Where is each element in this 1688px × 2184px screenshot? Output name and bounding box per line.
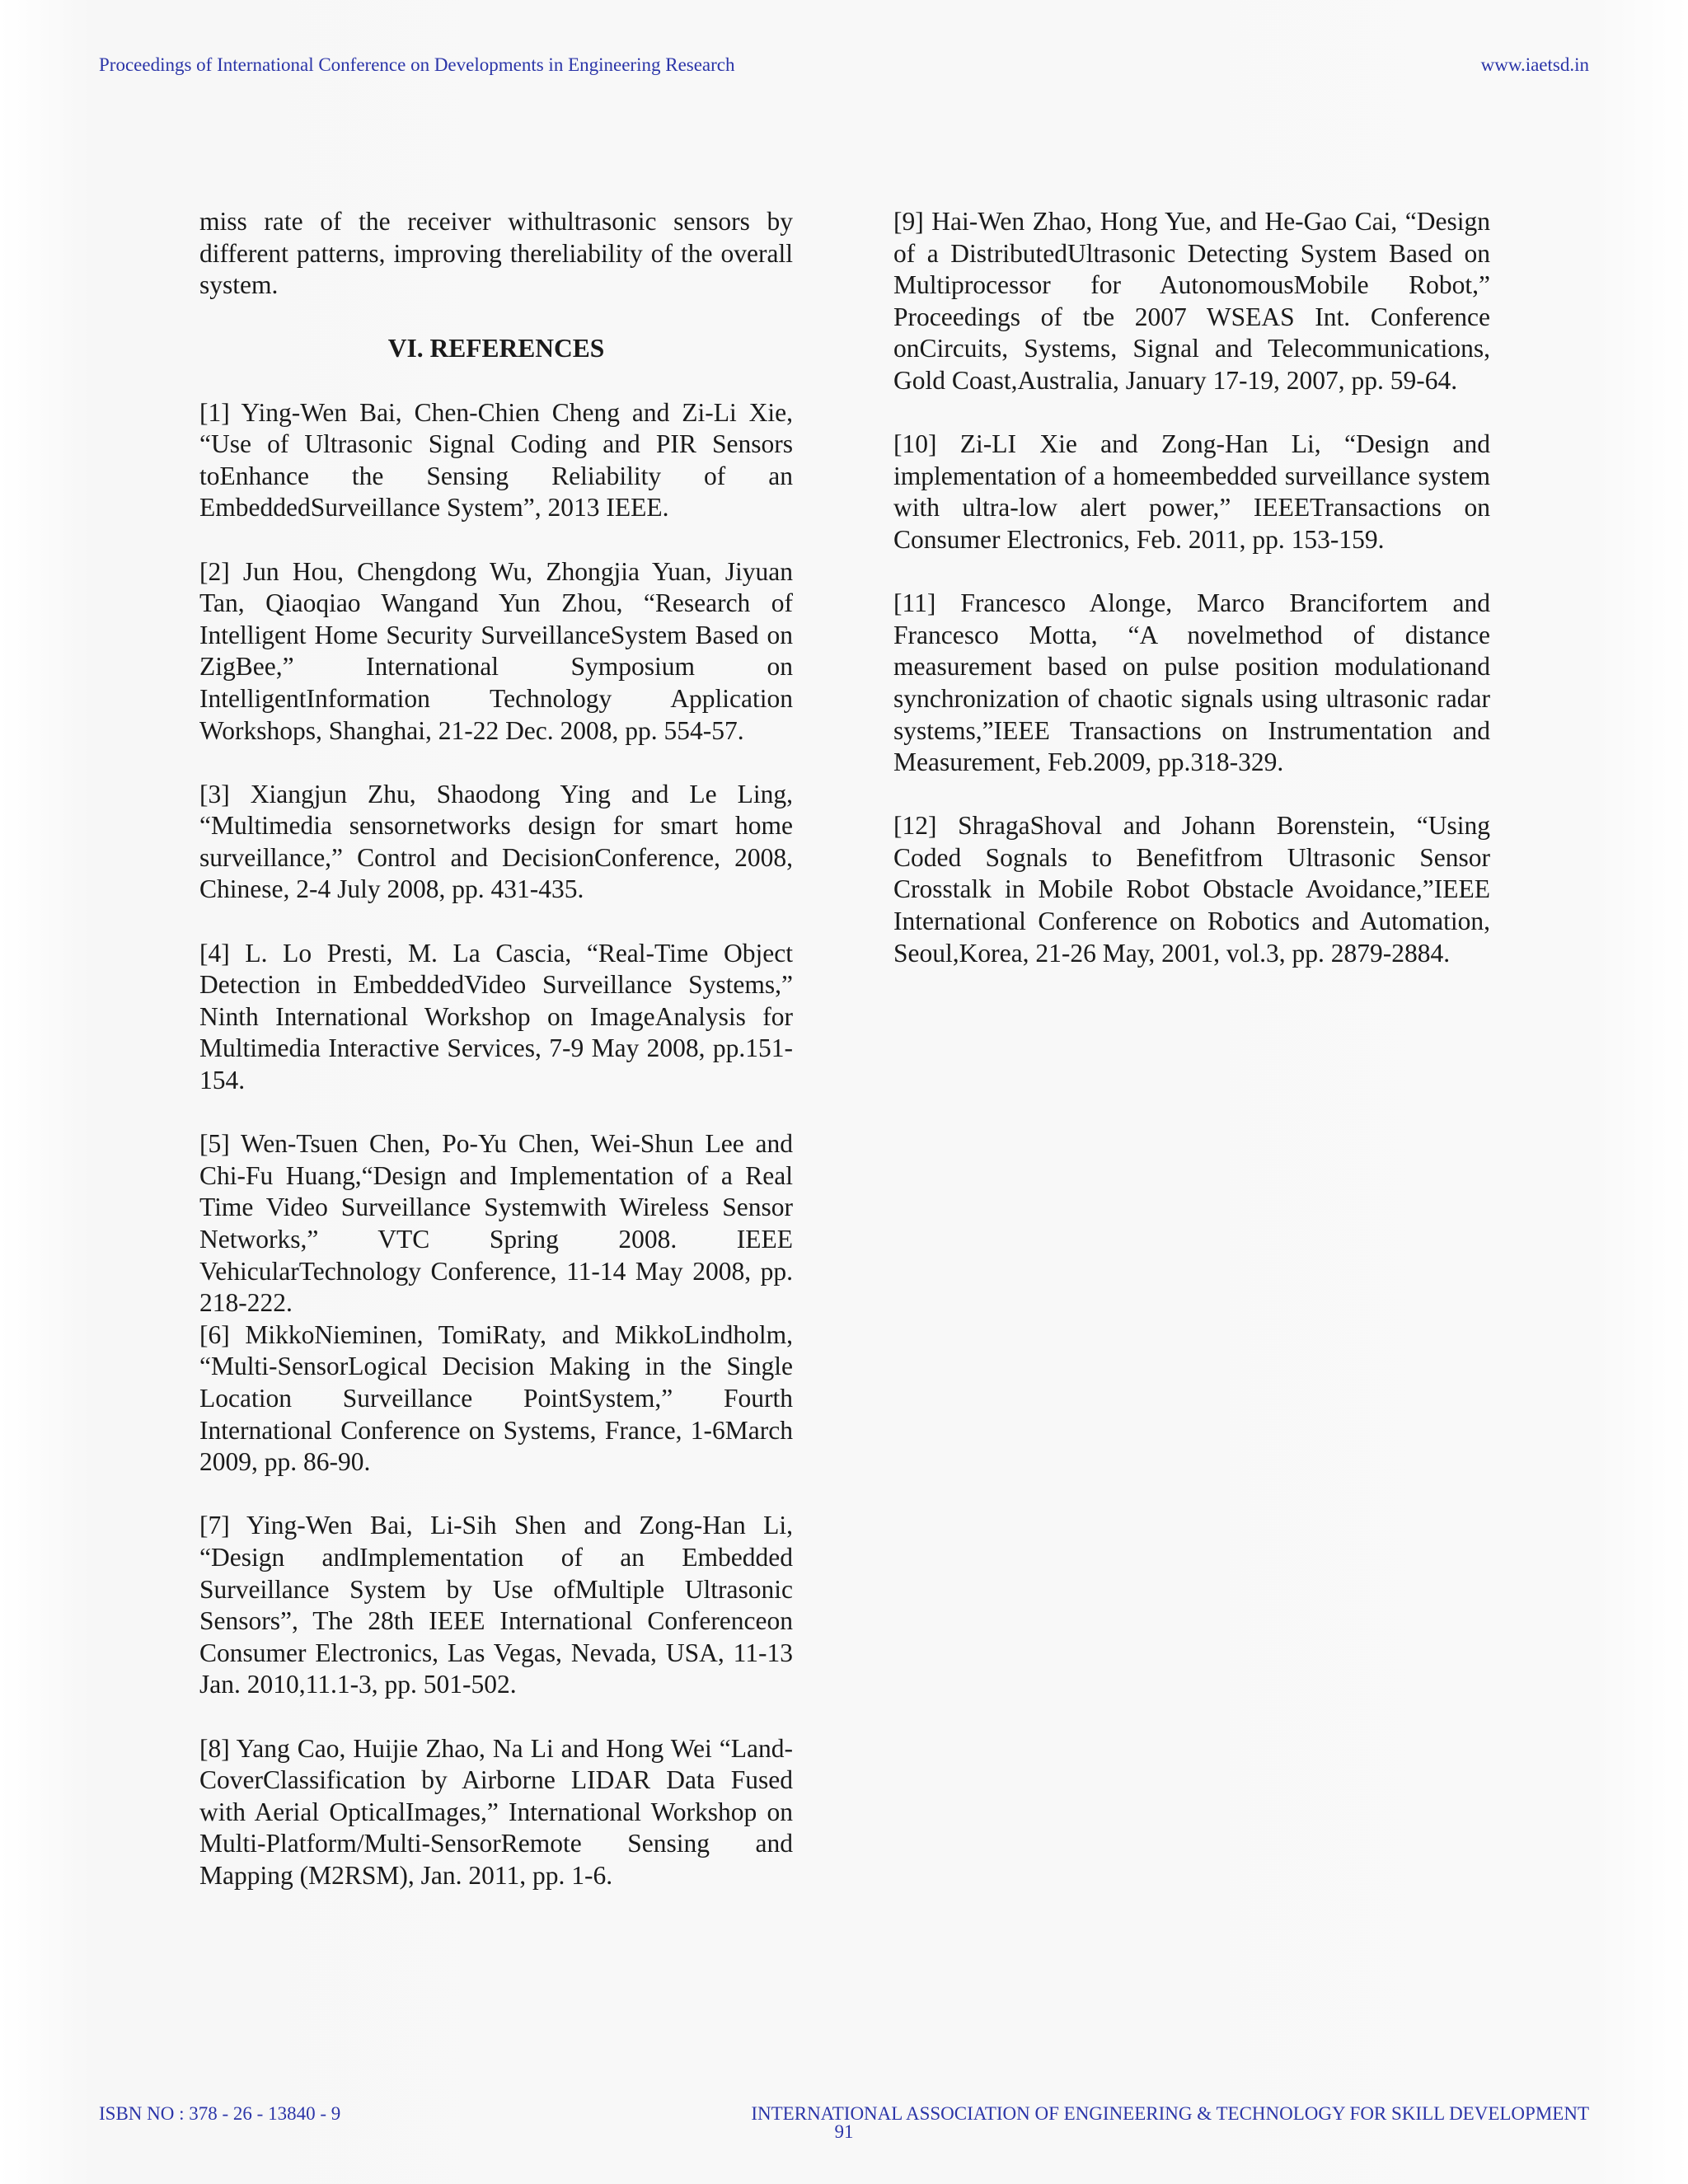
footer-organization: INTERNATIONAL ASSOCIATION OF ENGINEERING & TECHNOLOGY FOR SKILL DEVELOPMENT <box>751 2103 1589 2124</box>
reference-11: [11] Francesco Alonge, Marco Brancifortem and Francesco Motta, “A novelmethod of distance measurement based on pulse position modulationand synchronization of chaotic signals using ultrasonic radar systems,”IEEE Transactions on Instrumentation and Measurement, Feb.2009, pp.318-329. <box>893 588 1490 777</box>
reference-7: [7] Ying-Wen Bai, Li-Sih Shen and Zong-Han Li, “Design andImplementation of an Embedded Surveillance System by Use ofMultiple Ultrasonic Sensors”, The 28th IEEE International Conferenceon Consumer Electronics, Las Vegas, Nevada, USA, 11-13 Jan. 2010,11.1-3, pp. 501-502. <box>199 1511 793 1699</box>
reference-12: [12] ShragaShoval and Johann Borenstein, “Using Coded Sognals to Benefitfrom Ultrasonic Sensor Crosstalk in Mobile Robot Obstacle Avoidance,”IEEE International Conference on Robotics and Automation, Seoul,Korea, 21-26 May, 2001, vol.3, pp. 2879-2884. <box>893 811 1490 968</box>
reference-8: [8] Yang Cao, Huijie Zhao, Na Li and Hong Wei “Land-CoverClassification by Airborne LIDAR Data Fused with Aerial OpticalImages,” International Workshop on Multi-Platform/Multi-SensorRemote Sensing and Mapping (M2RSM), Jan. 2011, pp. 1-6. <box>199 1733 793 1890</box>
reference-10: [10] Zi-LI Xie and Zong-Han Li, “Design and implementation of a homeembedded surveillance system with ultra-low alert power,” IEEETransactions on Consumer Electronics, Feb. 2011, pp. 153-159. <box>893 429 1490 554</box>
reference-5: [5] Wen-Tsuen Chen, Po-Yu Chen, Wei-Shun Lee and Chi-Fu Huang,“Design and Implementation of a Real Time Video Surveillance Systemwith Wireless Sensor Networks,” VTC Spring 2008. IEEE VehicularTechnology Conference, 11-14 May 2008, pp. 218-222. <box>199 1129 793 1318</box>
header-proceedings-title: Proceedings of International Conference on Developments in Engineering Research <box>99 54 735 75</box>
header-website: www.iaetsd.in <box>1480 54 1589 75</box>
reference-2: [2] Jun Hou, Chengdong Wu, Zhongjia Yuan, Jiyuan Tan, Qiaoqiao Wangand Yun Zhou, “Research of Intelligent Home Security SurveillanceSystem Based on ZigBee,” International Symposium on IntelligentInformation Technology Application Workshops, Shanghai, 21-22 Dec. 2008, pp. 554-57. <box>199 556 793 745</box>
reference-6: [6] MikkoNieminen, TomiRaty, and MikkoLindholm, “Multi-SensorLogical Decision Making in the Single Location Surveillance PointSystem,” Fourth International Conference on Systems, France, 1-6March 2009, pp. 86-90. <box>199 1319 793 1477</box>
left-column <box>199 206 793 1924</box>
page-number: 91 <box>834 2121 854 2142</box>
reference-3: [3] Xiangjun Zhu, Shaodong Ying and Le Ling, “Multimedia sensornetworks design for smart home surveillance,” Control and DecisionConference, 2008, Chinese, 2-4 July 2008, pp. 431-435. <box>199 779 793 904</box>
running-header <box>99 54 1589 76</box>
reference-9: [9] Hai-Wen Zhao, Hong Yue, and He-Gao Cai, “Design of a DistributedUltrasonic Detecting System Based on Multiprocessor for AutonomousMobile Robot,” Proceedings of tbe 2007 WSEAS Int. Conference onCircuits, Systems, Signal and Telecommunications, Gold Coast,Australia, January 17-19, 2007, pp. 59-64. <box>893 207 1490 395</box>
references-heading: VI. REFERENCES <box>387 334 605 363</box>
running-footer <box>99 2103 1589 2143</box>
reference-1: [1] Ying-Wen Bai, Chen-Chien Cheng and Zi-Li Xie, “Use of Ultrasonic Signal Coding and PIR Sensors toEnhance the Sensing Reliability of an EmbeddedSurveillance System”, 2013 IEEE. <box>199 397 793 523</box>
footer-isbn: ISBN NO : 378 - 26 - 13840 - 9 <box>99 2103 341 2124</box>
right-column <box>893 206 1490 1001</box>
reference-4: [4] L. Lo Presti, M. La Cascia, “Real-Time Object Detection in EmbeddedVideo Surveillance Systems,” Ninth International Workshop on ImageAnalysis for Multimedia Interactive Services, 7-9 May 2008, pp.151-154. <box>199 938 793 1095</box>
intro-paragraph: miss rate of the receiver withultrasonic sensors by different patterns, improving thereliability of the overall system. <box>199 207 793 300</box>
